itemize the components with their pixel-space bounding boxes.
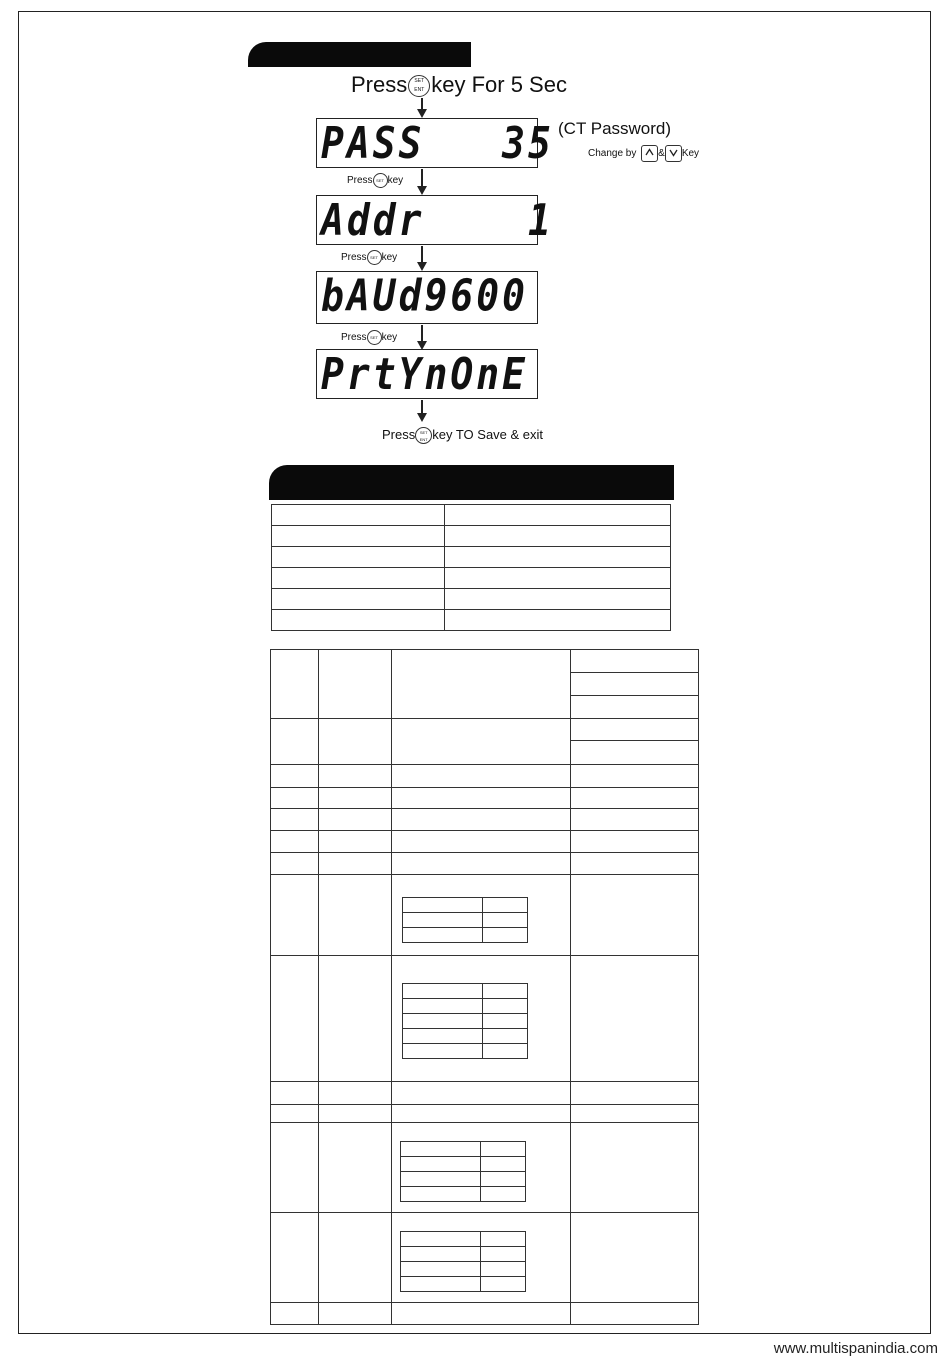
lcd-display-parity (316, 349, 538, 399)
table-row (271, 831, 699, 853)
table-row (272, 610, 671, 631)
table-row (401, 1142, 526, 1157)
table-row (403, 898, 528, 913)
flow-connector (421, 169, 423, 187)
table-row (403, 984, 528, 999)
down-key-icon (665, 145, 682, 162)
section-header-bar (248, 42, 471, 67)
table-row (403, 913, 528, 928)
flow-connector (421, 400, 423, 414)
settings-table (271, 504, 671, 631)
flow-arrow (417, 413, 427, 422)
register-table (270, 649, 699, 1325)
change-by-note: Change by & Key (588, 145, 699, 162)
inner-table (402, 897, 528, 943)
table-row (401, 1232, 526, 1247)
table-row (271, 875, 699, 956)
step-instruction: Press SET key (347, 173, 403, 188)
table-row (271, 809, 699, 831)
inner-table (400, 1231, 526, 1292)
table-row (401, 1247, 526, 1262)
lcd-text: Addr 1 (321, 194, 554, 246)
inner-table (402, 983, 528, 1059)
ct-password-note: (CT Password) (558, 119, 672, 138)
lcd-text: PrtYnOnE (321, 348, 529, 400)
table-row (271, 788, 699, 809)
set-key-icon: SET (367, 330, 382, 345)
table-row (403, 1014, 528, 1029)
flow-connector (421, 325, 423, 342)
set-key-icon: SET (373, 173, 388, 188)
table-row (401, 1157, 526, 1172)
lcd-text: bAUd9600 (321, 270, 529, 322)
table-row (272, 589, 671, 610)
set-key-icon: SET (367, 250, 382, 265)
inner-table (400, 1141, 526, 1202)
table-row (401, 1262, 526, 1277)
lcd-display-password (316, 117, 554, 169)
table-row (272, 547, 671, 568)
table-row (403, 928, 528, 943)
table-row (271, 1082, 699, 1105)
table-row (403, 1044, 528, 1059)
table-row (271, 1123, 699, 1213)
table-row (401, 1277, 526, 1292)
set-ent-key-icon: SET ENT (415, 427, 432, 444)
step-instruction: Press SET key (341, 250, 397, 265)
step-instruction: Press SET key (341, 330, 397, 345)
save-exit-instruction: Press SET ENT key TO Save & exit (382, 427, 544, 443)
website-url: www.multispanindia.com (773, 1340, 938, 1357)
table-row (271, 719, 699, 741)
table-row (403, 999, 528, 1014)
table-row (271, 1303, 699, 1325)
table-row (401, 1187, 526, 1202)
table-row (271, 1213, 699, 1303)
up-key-icon (641, 145, 658, 162)
section-header-bar (269, 465, 674, 500)
flow-connector (421, 246, 423, 263)
table-row (401, 1172, 526, 1187)
table-row (272, 568, 671, 589)
start-instruction (351, 72, 567, 98)
start-instruction-pre: Press (351, 72, 408, 97)
lcd-text: PASS 35 (321, 117, 554, 169)
table-row (271, 1105, 699, 1123)
table-row (271, 765, 699, 788)
table-row (403, 1029, 528, 1044)
table-row (272, 526, 671, 547)
table-row (272, 505, 671, 526)
set-ent-key-icon: SET ENT (408, 75, 430, 97)
lcd-display-baud (316, 271, 538, 324)
table-row (271, 650, 699, 673)
table-row (271, 853, 699, 875)
start-instruction-post: key For 5 Sec (431, 72, 567, 97)
table-row (271, 956, 699, 1082)
lcd-display-address (316, 194, 554, 246)
